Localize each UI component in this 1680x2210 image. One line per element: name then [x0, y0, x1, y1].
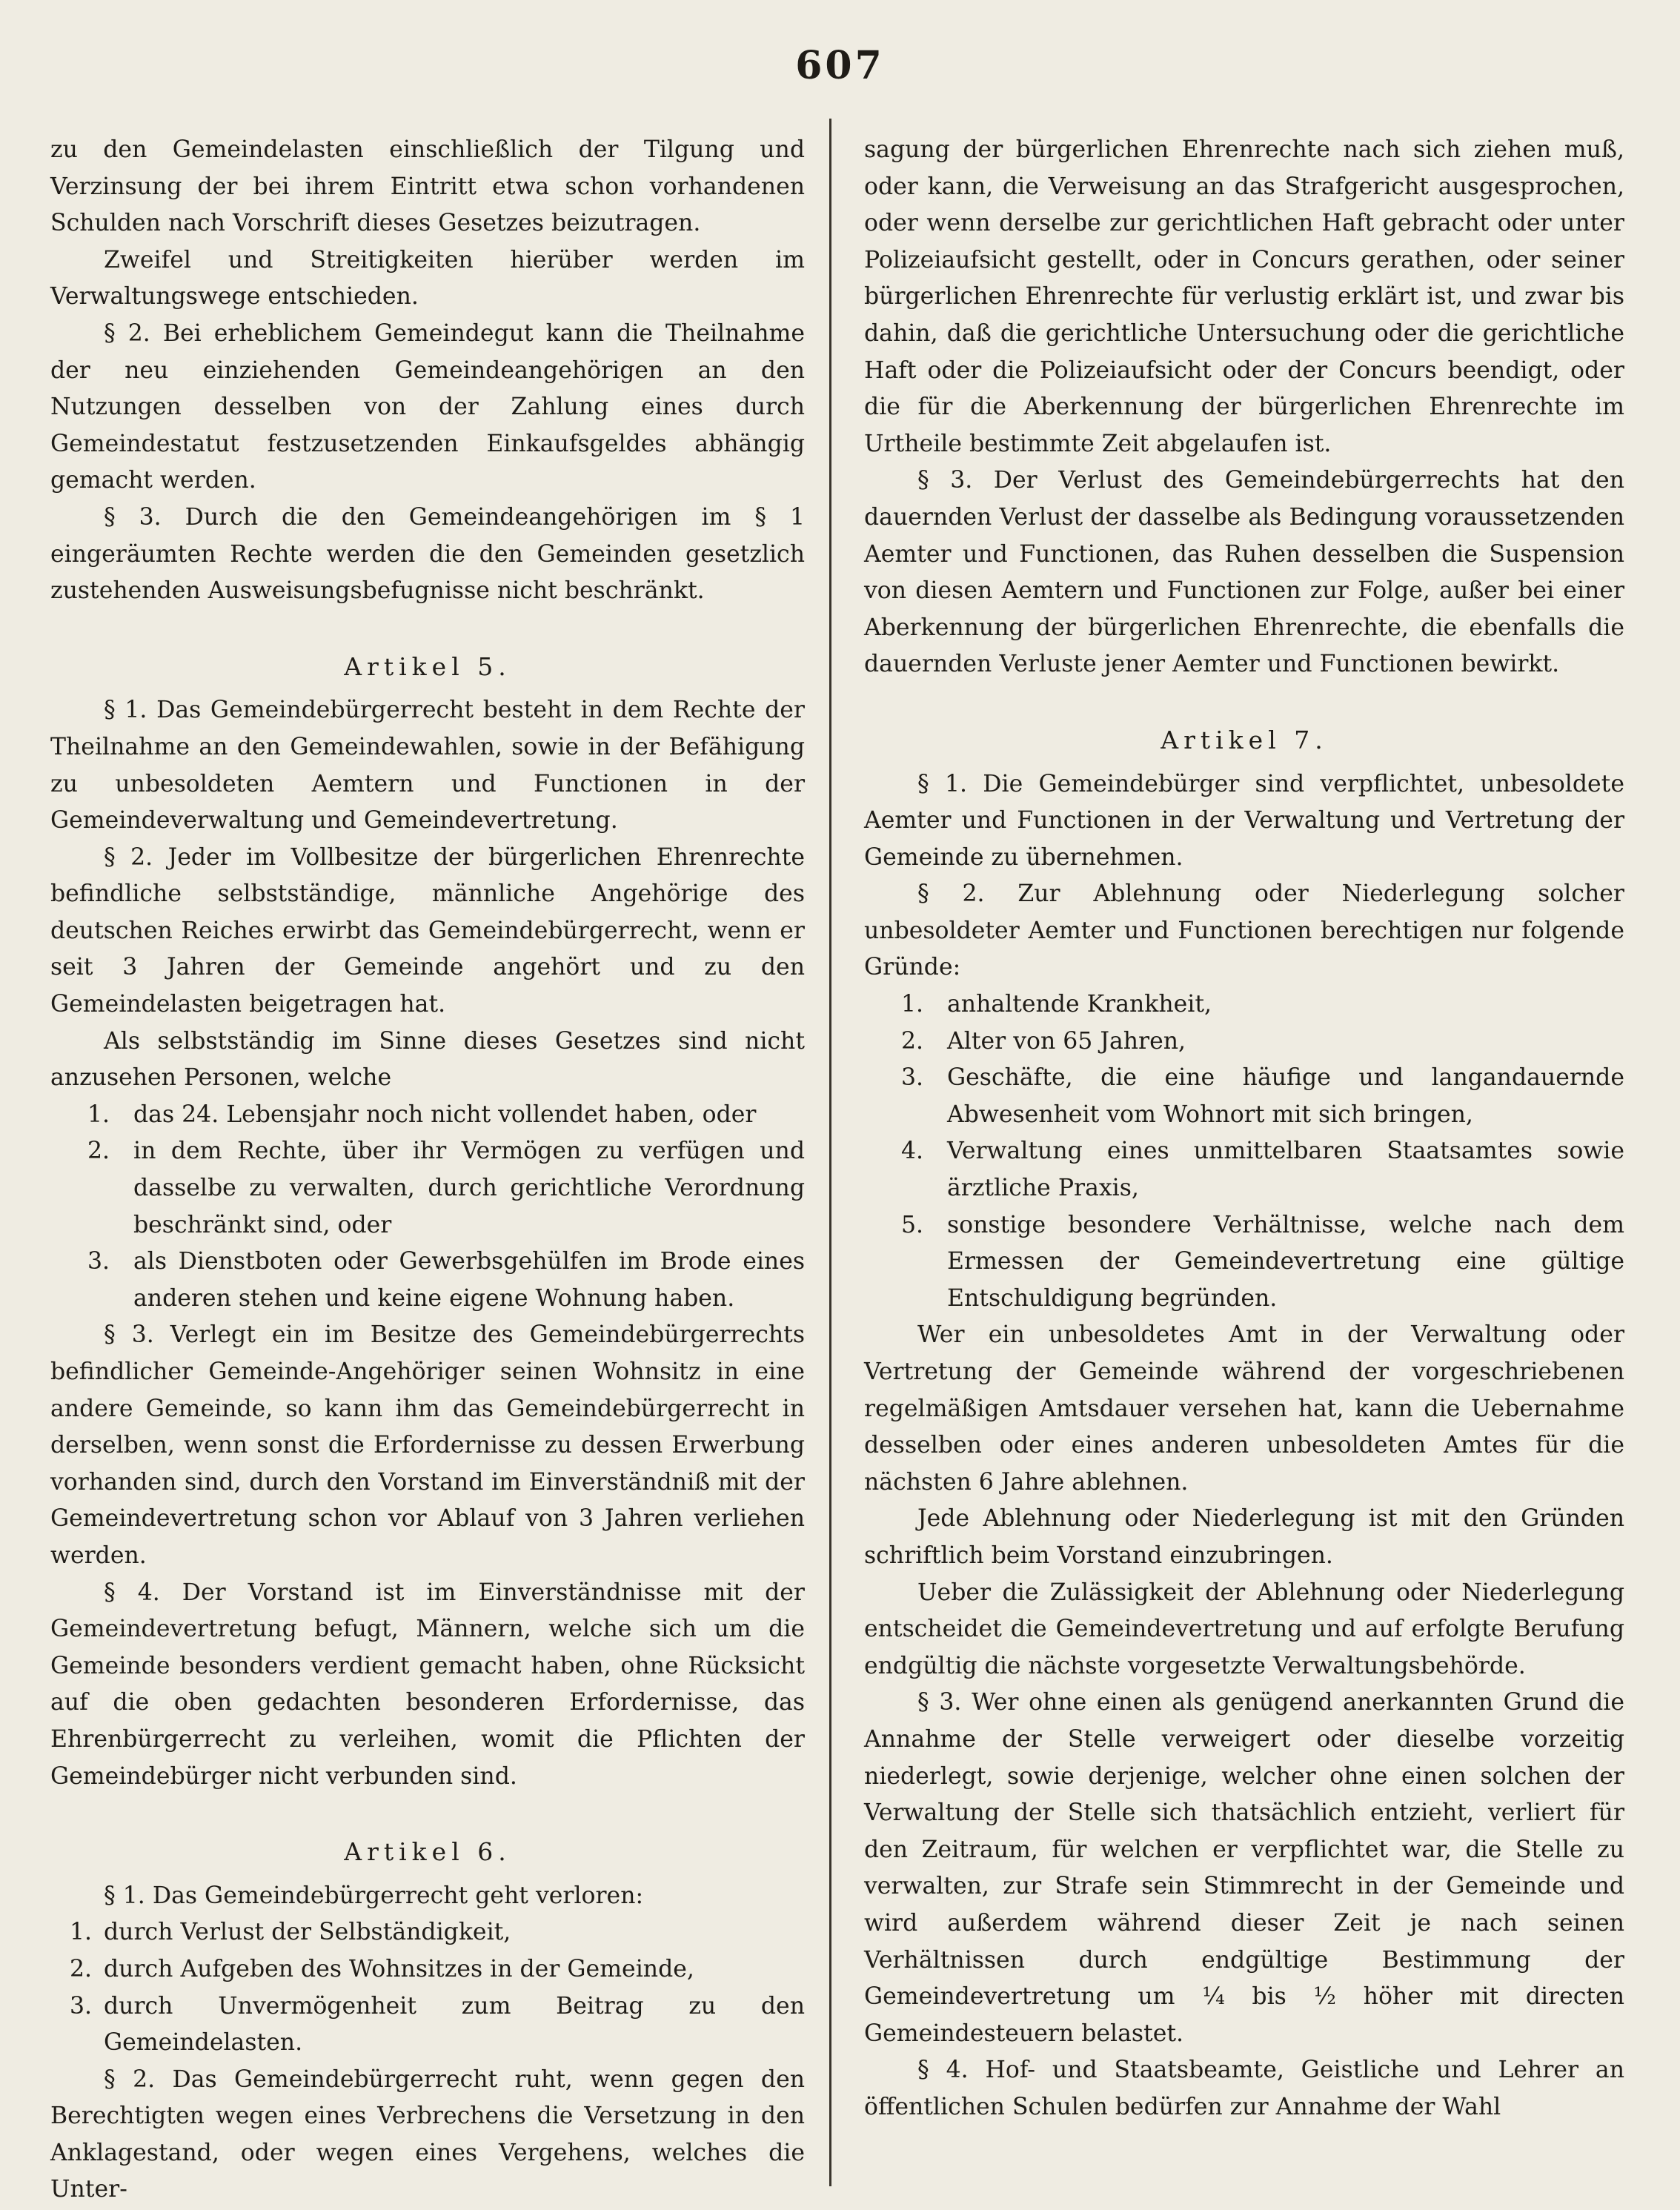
- list-item: [50, 1097, 805, 1134]
- page-number: 607: [795, 43, 885, 88]
- list-number: 1.: [900, 991, 923, 1018]
- list-text: sonstige besondere Verhältnisse, welche nach dem Ermessen der Gemeindevertretung eine gültige Entschuldigung begründen.: [947, 1211, 1624, 1312]
- list-number: 2.: [87, 1138, 110, 1165]
- refusal-reason-list: [864, 986, 1624, 1317]
- paragraph: § 2. Das Gemeindebürgerrecht ruht, wenn gegen den Berechtigten wegen eines Verbrechens die Versetzung in den Anklagestand, oder wegen eines Vergehens, welches die Unter-: [50, 2065, 805, 2203]
- list-item: [50, 1133, 805, 1244]
- list-item: [864, 1060, 1624, 1133]
- paragraph: § 1. Das Gemeindebürgerrecht geht verloren:: [104, 1882, 644, 1909]
- list-number: 3.: [87, 1248, 110, 1275]
- list-text: in dem Rechte, über ihr Vermögen zu verfügen und dasselbe zu verwalten, durch gerichtliche Verordnung beschränkt sind, oder: [133, 1138, 805, 1238]
- paragraph: sagung der bürgerlichen Ehrenrechte nach sich ziehen muß, oder kann, die Verweisung an das Strafgericht ausgesprochen, oder wenn derselbe zur gerichtlichen Haft gebracht oder unter Polizeiaufsicht gestellt, oder in Concurs gerathen, oder seiner bürgerlichen Ehrenrechte für verlustig erklärt ist, und zwar bis dahin, daß die gerichtliche Untersuchung oder die gerichtliche Haft oder die Polizeiaufsicht oder der Concurs beendigt, oder die für die Aberkennung der bürgerlichen Ehrenrechte im Urtheile bestimmte Zeit abgelaufen ist.: [864, 136, 1624, 457]
- paragraph: § 3. Der Verlust des Gemeindebürgerrechts hat den dauernden Verlust der dasselbe als Bedingung voraussetzenden Aemter und Functionen, das Ruhen desselben die Suspension von diesen Aemtern und Functionen zur Folge, außer bei einer Aberkennung der bürgerlichen Ehrenrechte, die ebenfalls die dauernden Verluste jener Aemter und Functionen bewirkt.: [864, 467, 1624, 678]
- list-item: [50, 1951, 805, 1988]
- list-item: [50, 1914, 805, 1951]
- paragraph: § 3. Verlegt ein im Besitze des Gemeindebürgerrechts befindlicher Gemeinde-Angehöriger seinen Wohnsitz in eine andere Gemeinde, so kann ihm das Gemeindebürgerrecht in derselben, wenn sonst die Erfordernisse zu dessen Erwerbung vorhanden sind, durch den Vorstand im Einverständniß mit der Gemeindevertretung schon vor Ablauf von 3 Jahren verliehen werden.: [50, 1321, 805, 1569]
- list-item: [864, 1207, 1624, 1318]
- list-text: Verwaltung eines unmittelbaren Staatsamtes sowie ärztliche Praxis,: [947, 1138, 1624, 1202]
- right-column: [864, 132, 1624, 2126]
- paragraph: § 2. Zur Ablehnung oder Niederlegung solcher unbesoldeter Aemter und Functionen berechtigen nur folgende Gründe:: [864, 880, 1624, 981]
- article-heading: Artikel 6.: [344, 1837, 511, 1867]
- list-number: 4.: [900, 1138, 923, 1165]
- column-divider: [829, 119, 831, 2186]
- list-text: das 24. Lebensjahr noch nicht vollendet haben, oder: [133, 1101, 757, 1128]
- condition-list: [50, 1097, 805, 1318]
- list-number: 1.: [87, 1101, 110, 1128]
- paragraph: § 1. Das Gemeindebürgerrecht besteht in dem Rechte der Theilnahme an den Gemeindewahlen, sowie in der Befähigung zu unbesoldeten Aemtern und Functionen in der Gemeindeverwaltung und Gemeindevertretung.: [50, 697, 805, 834]
- loss-reason-list: [50, 1914, 805, 2061]
- paragraph: Zweifel und Streitigkeiten hierüber werden im Verwaltungswege entschieden.: [50, 246, 805, 311]
- paragraph: § 2. Bei erheblichem Gemeindegut kann die Theilnahme der neu einziehenden Gemeindeangehörigen an den Nutzungen desselben von der Zahlung eines durch Gemeindestatut festzusetzenden Einkaufsgeldes abhängig gemacht werden.: [50, 319, 805, 494]
- list-number: 3.: [900, 1064, 923, 1092]
- paragraph: Jede Ablehnung oder Niederlegung ist mit den Gründen schriftlich beim Vorstand einzubringen.: [864, 1505, 1624, 1569]
- list-text: durch Verlust der Selbständigkeit,: [104, 1919, 511, 1946]
- article-heading: Artikel 5.: [344, 651, 511, 681]
- list-text: als Dienstboten oder Gewerbsgehülfen im Brode eines anderen stehen und keine eigene Wohnung haben.: [133, 1248, 805, 1312]
- list-text: Geschäfte, die eine häufige und langandauernde Abwesenheit vom Wohnort mit sich bringen,: [947, 1064, 1624, 1128]
- list-number: 2.: [900, 1027, 923, 1055]
- spacer: [50, 610, 805, 640]
- spacer: [50, 1795, 805, 1825]
- list-item: [864, 1023, 1624, 1061]
- list-text: anhaltende Krankheit,: [947, 991, 1212, 1018]
- list-text: Alter von 65 Jahren,: [947, 1027, 1186, 1055]
- paragraph: § 3. Wer ohne einen als genügend anerkannten Grund die Annahme der Stelle verweigert oder dieselbe vorzeitig niederlegt, sowie derjenige, welcher ohne einen solchen der Verwaltung der Stelle sich thatsächlich entzieht, verliert für den Zeitraum, für welchen er verpflichtet war, die Stelle zu verwalten, zur Strafe sein Stimmrecht in der Gemeinde und wird außerdem während dieser Zeit je nach seinen Verhältnissen durch endgültige Bestimmung der Gemeindevertretung um ¼ bis ½ höher mit directen Gemeindesteuern belastet.: [864, 1689, 1624, 2047]
- list-item: [50, 1988, 805, 2062]
- paragraph: § 3. Durch die den Gemeindeangehörigen im § 1 eingeräumten Rechte werden die den Gemeinden gesetzlich zustehenden Ausweisungsbefugnisse nicht beschränkt.: [50, 503, 805, 605]
- paragraph: § 1. Die Gemeindebürger sind verpflichtet, unbesoldete Aemter und Functionen in der Verwaltung und Vertretung der Gemeinde zu übernehmen.: [864, 770, 1624, 871]
- list-number: 5.: [900, 1211, 923, 1238]
- paragraph: Wer ein unbesoldetes Amt in der Verwaltung oder Vertretung der Gemeinde während der vorgeschriebenen regelmäßigen Amtsdauer versehen hat, kann die Uebernahme desselben oder eines anderen unbesoldeten Amtes für die nächsten 6 Jahre ablehnen.: [864, 1321, 1624, 1496]
- paragraph: zu den Gemeindelasten einschließlich der Tilgung und Verzinsung der bei ihrem Eintritt etwa schon vorhandenen Schulden nach Vorschrift dieses Gesetzes beizutragen.: [50, 136, 805, 237]
- article-heading: Artikel 7.: [1161, 725, 1328, 754]
- list-number: 3.: [69, 1992, 92, 2020]
- list-text: durch Unvermögenheit zum Beitrag zu den Gemeindelasten.: [104, 1992, 805, 2057]
- paragraph: § 4. Der Vorstand ist im Einverständnisse mit der Gemeindevertretung befugt, Männern, welche sich um die Gemeinde besonders verdient gemacht haben, ohne Rücksicht auf die oben gedachten besonderen Erfordernisse, das Ehrenbürgerrecht zu verleihen, womit die Pflichten der Gemeindebürger nicht verbunden sind.: [50, 1579, 805, 1790]
- paragraph: § 2. Jeder im Vollbesitze der bürgerlichen Ehrenrechte befindliche selbstständige, männliche Angehörige des deutschen Reiches erwirbt das Gemeindebürgerrecht, wenn er seit 3 Jahren der Gemeinde angehört und zu den Gemeindelasten beigetragen hat.: [50, 843, 805, 1018]
- list-item: [864, 1133, 1624, 1207]
- paragraph: § 4. Hof- und Staatsbeamte, Geistliche und Lehrer an öffentlichen Schulen bedürfen zur Annahme der Wahl: [864, 2057, 1624, 2120]
- list-item: [50, 1244, 805, 1317]
- paragraph: Ueber die Zulässigkeit der Ablehnung oder Niederlegung entscheidet die Gemeindevertretung und auf erfolgte Berufung endgültig die nächste vorgesetzte Verwaltungsbehörde.: [864, 1579, 1624, 1679]
- list-number: 2.: [69, 1955, 92, 1982]
- list-text: durch Aufgeben des Wohnsitzes in der Gemeinde,: [104, 1955, 694, 1982]
- spacer: [864, 683, 1624, 713]
- list-item: [864, 986, 1624, 1023]
- list-number: 1.: [69, 1919, 92, 1946]
- left-column: [50, 132, 805, 2209]
- paragraph: Als selbstständig im Sinne dieses Gesetzes sind nicht anzusehen Personen, welche: [50, 1027, 805, 1092]
